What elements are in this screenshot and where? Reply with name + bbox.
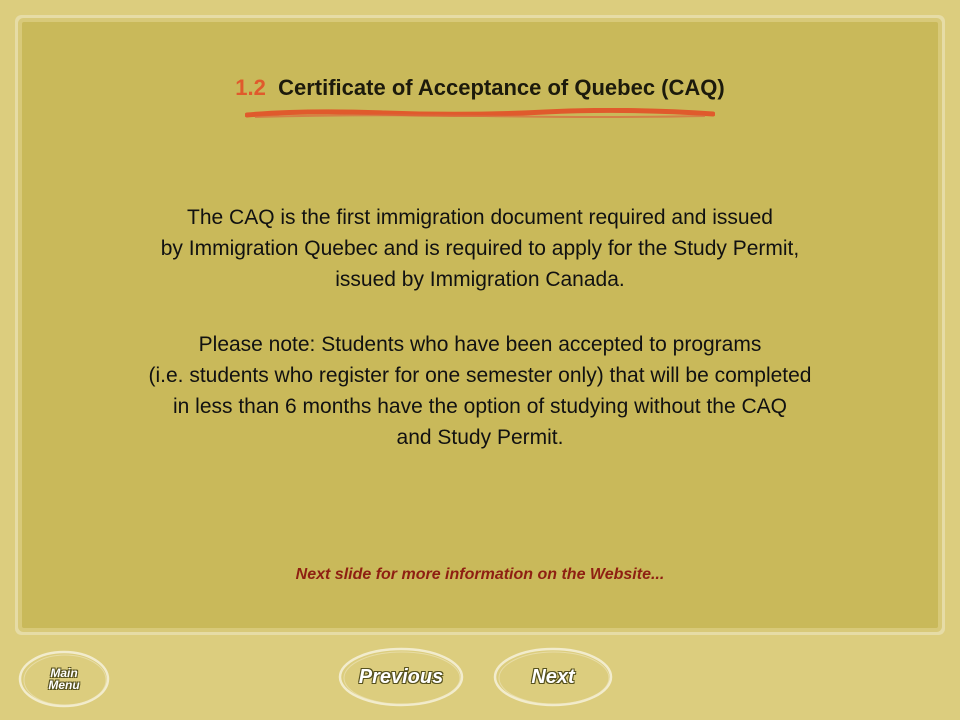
title-text: Certificate of Acceptance of Quebec (CAQ)	[278, 75, 725, 100]
paragraph-line: in less than 6 months have the option of studying without the CAQ	[172, 395, 788, 418]
paragraph-line: by Immigration Quebec and is required to apply for the Study Permit,	[160, 237, 800, 260]
paragraph-line: Please note: Students who have been accepted to programs	[198, 333, 762, 356]
previous-label: Previous	[358, 665, 444, 688]
paragraph-line: issued by Immigration Canada.	[335, 268, 625, 291]
main-menu-label-line1: Main	[50, 666, 78, 680]
next-slide-hint: Next slide for more information on the Website...	[295, 566, 665, 583]
title-number: 1.2	[235, 75, 266, 100]
paragraph-note	[40, 329, 920, 453]
previous-button[interactable]	[336, 645, 466, 709]
main-menu-label	[16, 648, 112, 710]
slide-title	[0, 75, 960, 101]
paragraph-line: and Study Permit.	[396, 426, 564, 449]
paragraph-caq-intro	[40, 202, 920, 295]
main-menu-label-line2: Menu	[48, 678, 80, 692]
title-underline	[245, 108, 715, 120]
main-menu-button[interactable]	[16, 648, 112, 710]
next-label: Next	[531, 665, 575, 688]
paragraph-line: The CAQ is the first immigration document required and issued	[187, 206, 773, 229]
next-button[interactable]	[491, 645, 615, 709]
paragraph-line: (i.e. students who register for one semester only) that will be completed	[148, 364, 812, 387]
